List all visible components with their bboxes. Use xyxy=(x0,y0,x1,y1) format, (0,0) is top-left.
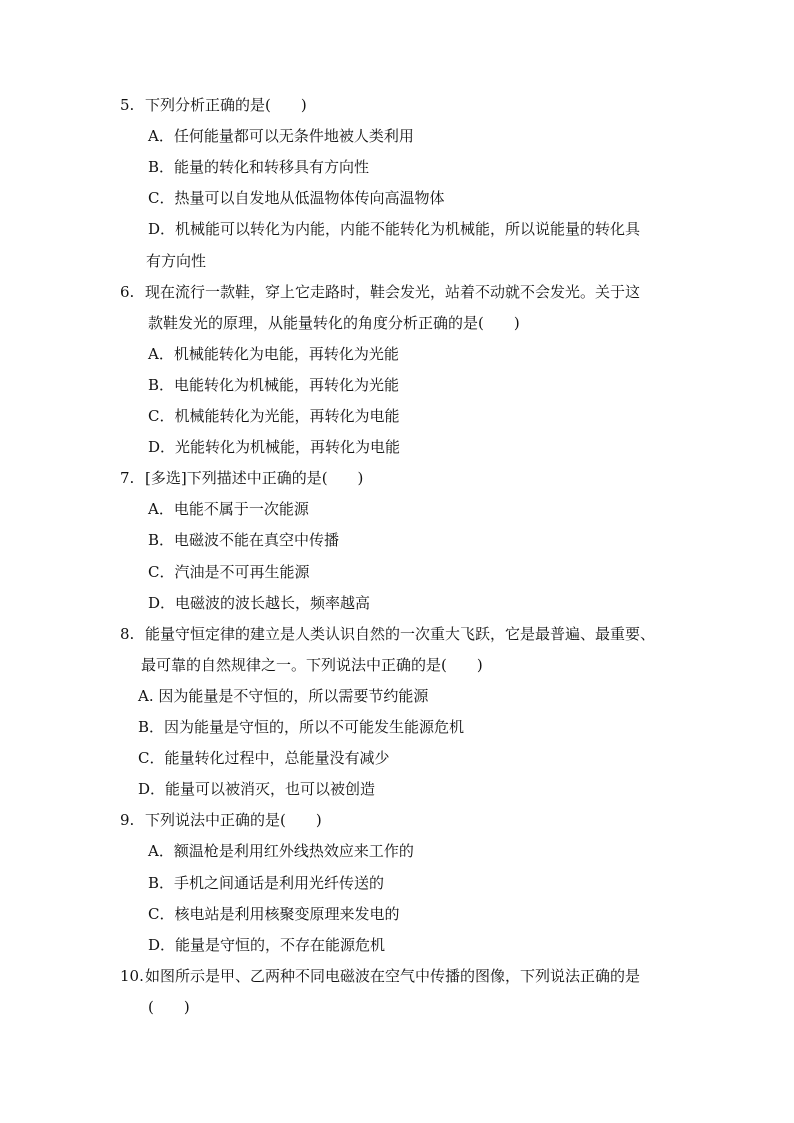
answer-option-continued: 有方向性 xyxy=(146,251,207,270)
answer-option: A. 因为能量是不守恒的，所以需要节约能源 xyxy=(138,686,429,705)
answer-option: B．电能转化为机械能，再转化为光能 xyxy=(148,375,400,394)
answer-option: D．光能转化为机械能，再转化为电能 xyxy=(148,438,401,457)
question-stem: 现在流行一款鞋，穿上它走路时，鞋会发光，站着不动就不会发光。关于这 xyxy=(145,282,641,301)
answer-option: C．汽油是不可再生能源 xyxy=(148,562,310,581)
answer-option: A．电能不属于一次能源 xyxy=(148,500,309,519)
question-number: 6. xyxy=(120,282,135,301)
answer-option: C．能量转化过程中，总能量没有减少 xyxy=(138,749,390,768)
answer-option: D．机械能可以转化为内能，内能不能转化为机械能，所以说能量的转化具 xyxy=(148,220,641,239)
question-stem: [多选]下列描述中正确的是( ) xyxy=(145,469,364,488)
answer-option: C．机械能转化为光能，再转化为电能 xyxy=(148,407,400,425)
question-number: 8. xyxy=(120,624,135,643)
answer-option: D．电磁波的波长越长，频率越高 xyxy=(148,593,371,612)
answer-option: A．额温枪是利用红外线热效应来工作的 xyxy=(148,842,414,861)
question-stem: 能量守恒定律的建立是人类认识自然的一次重大飞跃，它是最普遍、最重要、 xyxy=(145,624,656,643)
question-stem: 下列分析正确的是( ) xyxy=(145,96,307,114)
answer-option: B．能量的转化和转移具有方向性 xyxy=(148,158,370,177)
question-number: 7. xyxy=(120,469,135,488)
answer-option: D．能量可以被消灭，也可以被创造 xyxy=(138,780,376,799)
question-stem-continued: 最可靠的自然规律之一。下列说法中正确的是( ) xyxy=(141,655,483,674)
question-stem: 如图所示是甲、乙两种不同电磁波在空气中传播的图像，下列说法正确的是 xyxy=(145,966,641,985)
answer-option: C．热量可以自发地从低温物体传向高温物体 xyxy=(148,189,445,208)
question-stem-continued: 款鞋发光的原理，从能量转化的角度分析正确的是( ) xyxy=(148,313,520,332)
answer-option: A．机械能转化为电能，再转化为光能 xyxy=(148,344,399,363)
question-number: 10. xyxy=(120,966,144,985)
question-stem-continued: ( ) xyxy=(148,997,190,1016)
answer-option: B．电磁波不能在真空中传播 xyxy=(148,531,340,550)
answer-option: A．任何能量都可以无条件地被人类利用 xyxy=(148,127,414,146)
question-stem: 下列说法中正确的是( ) xyxy=(145,811,322,830)
answer-option: D．能量是守恒的，不存在能源危机 xyxy=(148,935,386,954)
question-number: 9. xyxy=(120,811,135,830)
answer-option: B．手机之间通话是利用光纤传送的 xyxy=(148,873,385,892)
answer-option: C．核电站是利用核聚变原理来发电的 xyxy=(148,904,400,923)
question-number: 5. xyxy=(120,96,135,114)
answer-option: B．因为能量是守恒的，所以不可能发生能源危机 xyxy=(138,718,465,736)
